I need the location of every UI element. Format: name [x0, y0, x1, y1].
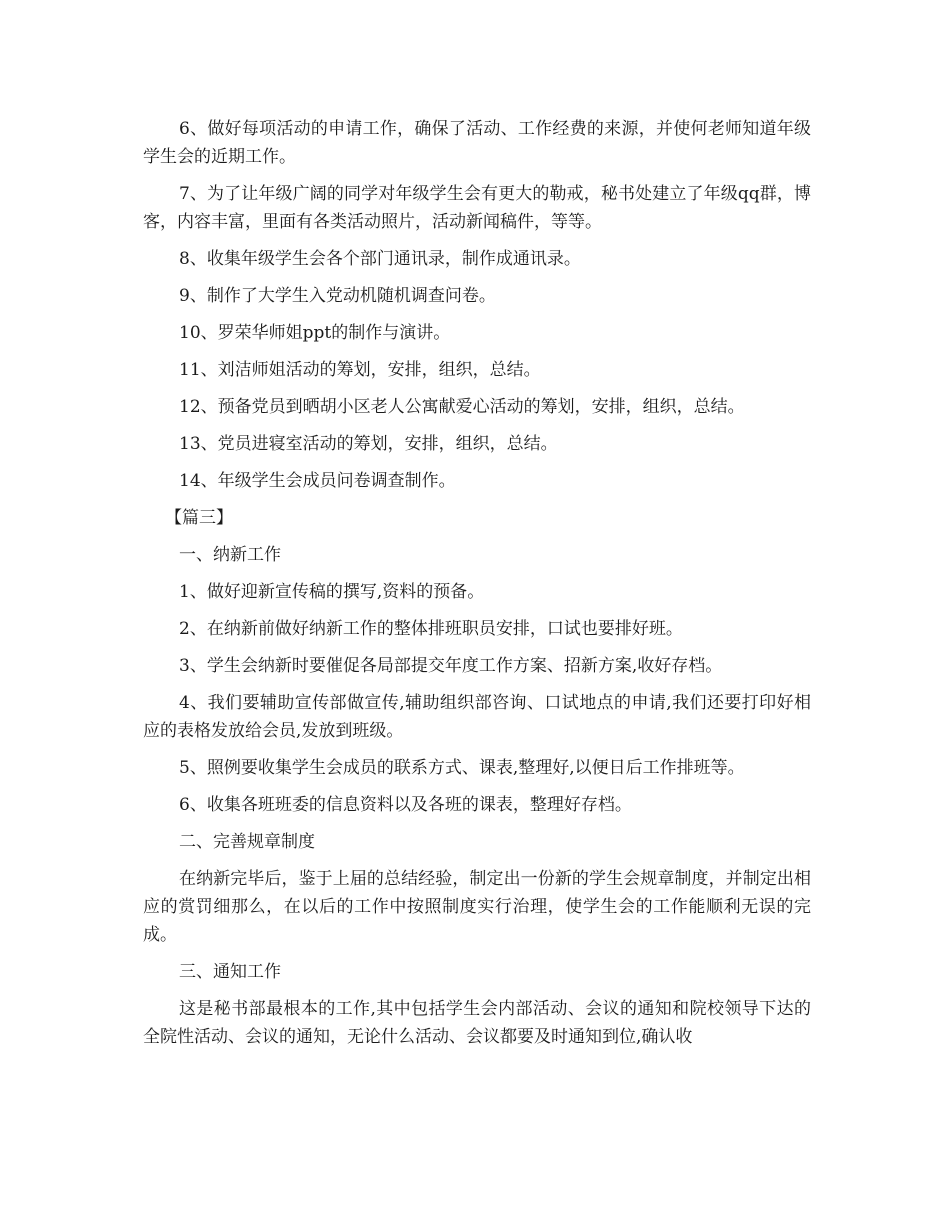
rules-paragraph: 在纳新完毕后，鉴于上届的总结经验，制定出一份新的学生会规章制度，并制定出相应的赏罚细那么，在以后的工作中按照制度实行治理，使学生会的工作能顺利无误的完成。 — [143, 869, 811, 945]
paragraph-item-9: 9、制作了大学生入党动机随机调查问卷。 — [179, 286, 496, 306]
paragraph-item-8: 8、收集年级学生会各个部门通讯录，制作成通讯录。 — [179, 249, 581, 269]
recruitment-item-3: 3、学生会纳新时要催促各局部提交年度工作方案、招新方案,收好存档。 — [179, 656, 723, 676]
paragraph-item-7: 7、为了让年级广阔的同学对年级学生会有更大的勒戒，秘书处建立了年级qq群，博客，内容丰富，里面有各类活动照片，活动新闻稿件，等等。 — [143, 184, 811, 232]
paragraph-item-11: 11、刘洁师姐活动的筹划，安排，组织，总结。 — [179, 360, 541, 380]
paragraph-item-14: 14、年级学生会成员问卷调查制作。 — [179, 471, 456, 491]
paragraph-item-12: 12、预备党员到晒胡小区老人公寓献爱心活动的筹划，安排，组织，总结。 — [179, 397, 745, 417]
section-title-part-three: 【篇三】 — [165, 508, 233, 528]
recruitment-item-2: 2、在纳新前做好纳新工作的整体排班职员安排，口试也要排好班。 — [179, 619, 683, 639]
recruitment-item-4: 4、我们要辅助宣传部做宣传,辅助组织部咨询、口试地点的申请,我们还要打印好相应的表格发放给会员,发放到班级。 — [143, 693, 811, 741]
recruitment-item-1: 1、做好迎新宣传稿的撰写,资料的预备。 — [179, 582, 485, 602]
notification-paragraph: 这是秘书部最根本的工作,其中包括学生会内部活动、会议的通知和院校领导下达的全院性活动、会议的通知，无论什么活动、会议都要及时通知到位,确认收 — [143, 999, 811, 1047]
document-body — [143, 115, 811, 1060]
section-heading-rules: 二、完善规章制度 — [179, 832, 315, 852]
paragraph-item-6: 6、做好每项活动的申请工作，确保了活动、工作经费的来源，并使何老师知道年级学生会的近期工作。 — [143, 119, 811, 167]
recruitment-item-5: 5、照例要收集学生会成员的联系方式、课表,整理好,以便日后工作排班等。 — [179, 758, 745, 778]
section-heading-notification: 三、通知工作 — [179, 962, 281, 982]
recruitment-item-6: 6、收集各班班委的信息资料以及各班的课表，整理好存档。 — [179, 795, 632, 815]
section-heading-recruitment: 一、纳新工作 — [179, 545, 281, 565]
paragraph-item-13: 13、党员进寝室活动的筹划，安排，组织，总结。 — [179, 434, 558, 454]
paragraph-item-10: 10、罗荣华师姐ppt的制作与演讲。 — [179, 323, 451, 343]
